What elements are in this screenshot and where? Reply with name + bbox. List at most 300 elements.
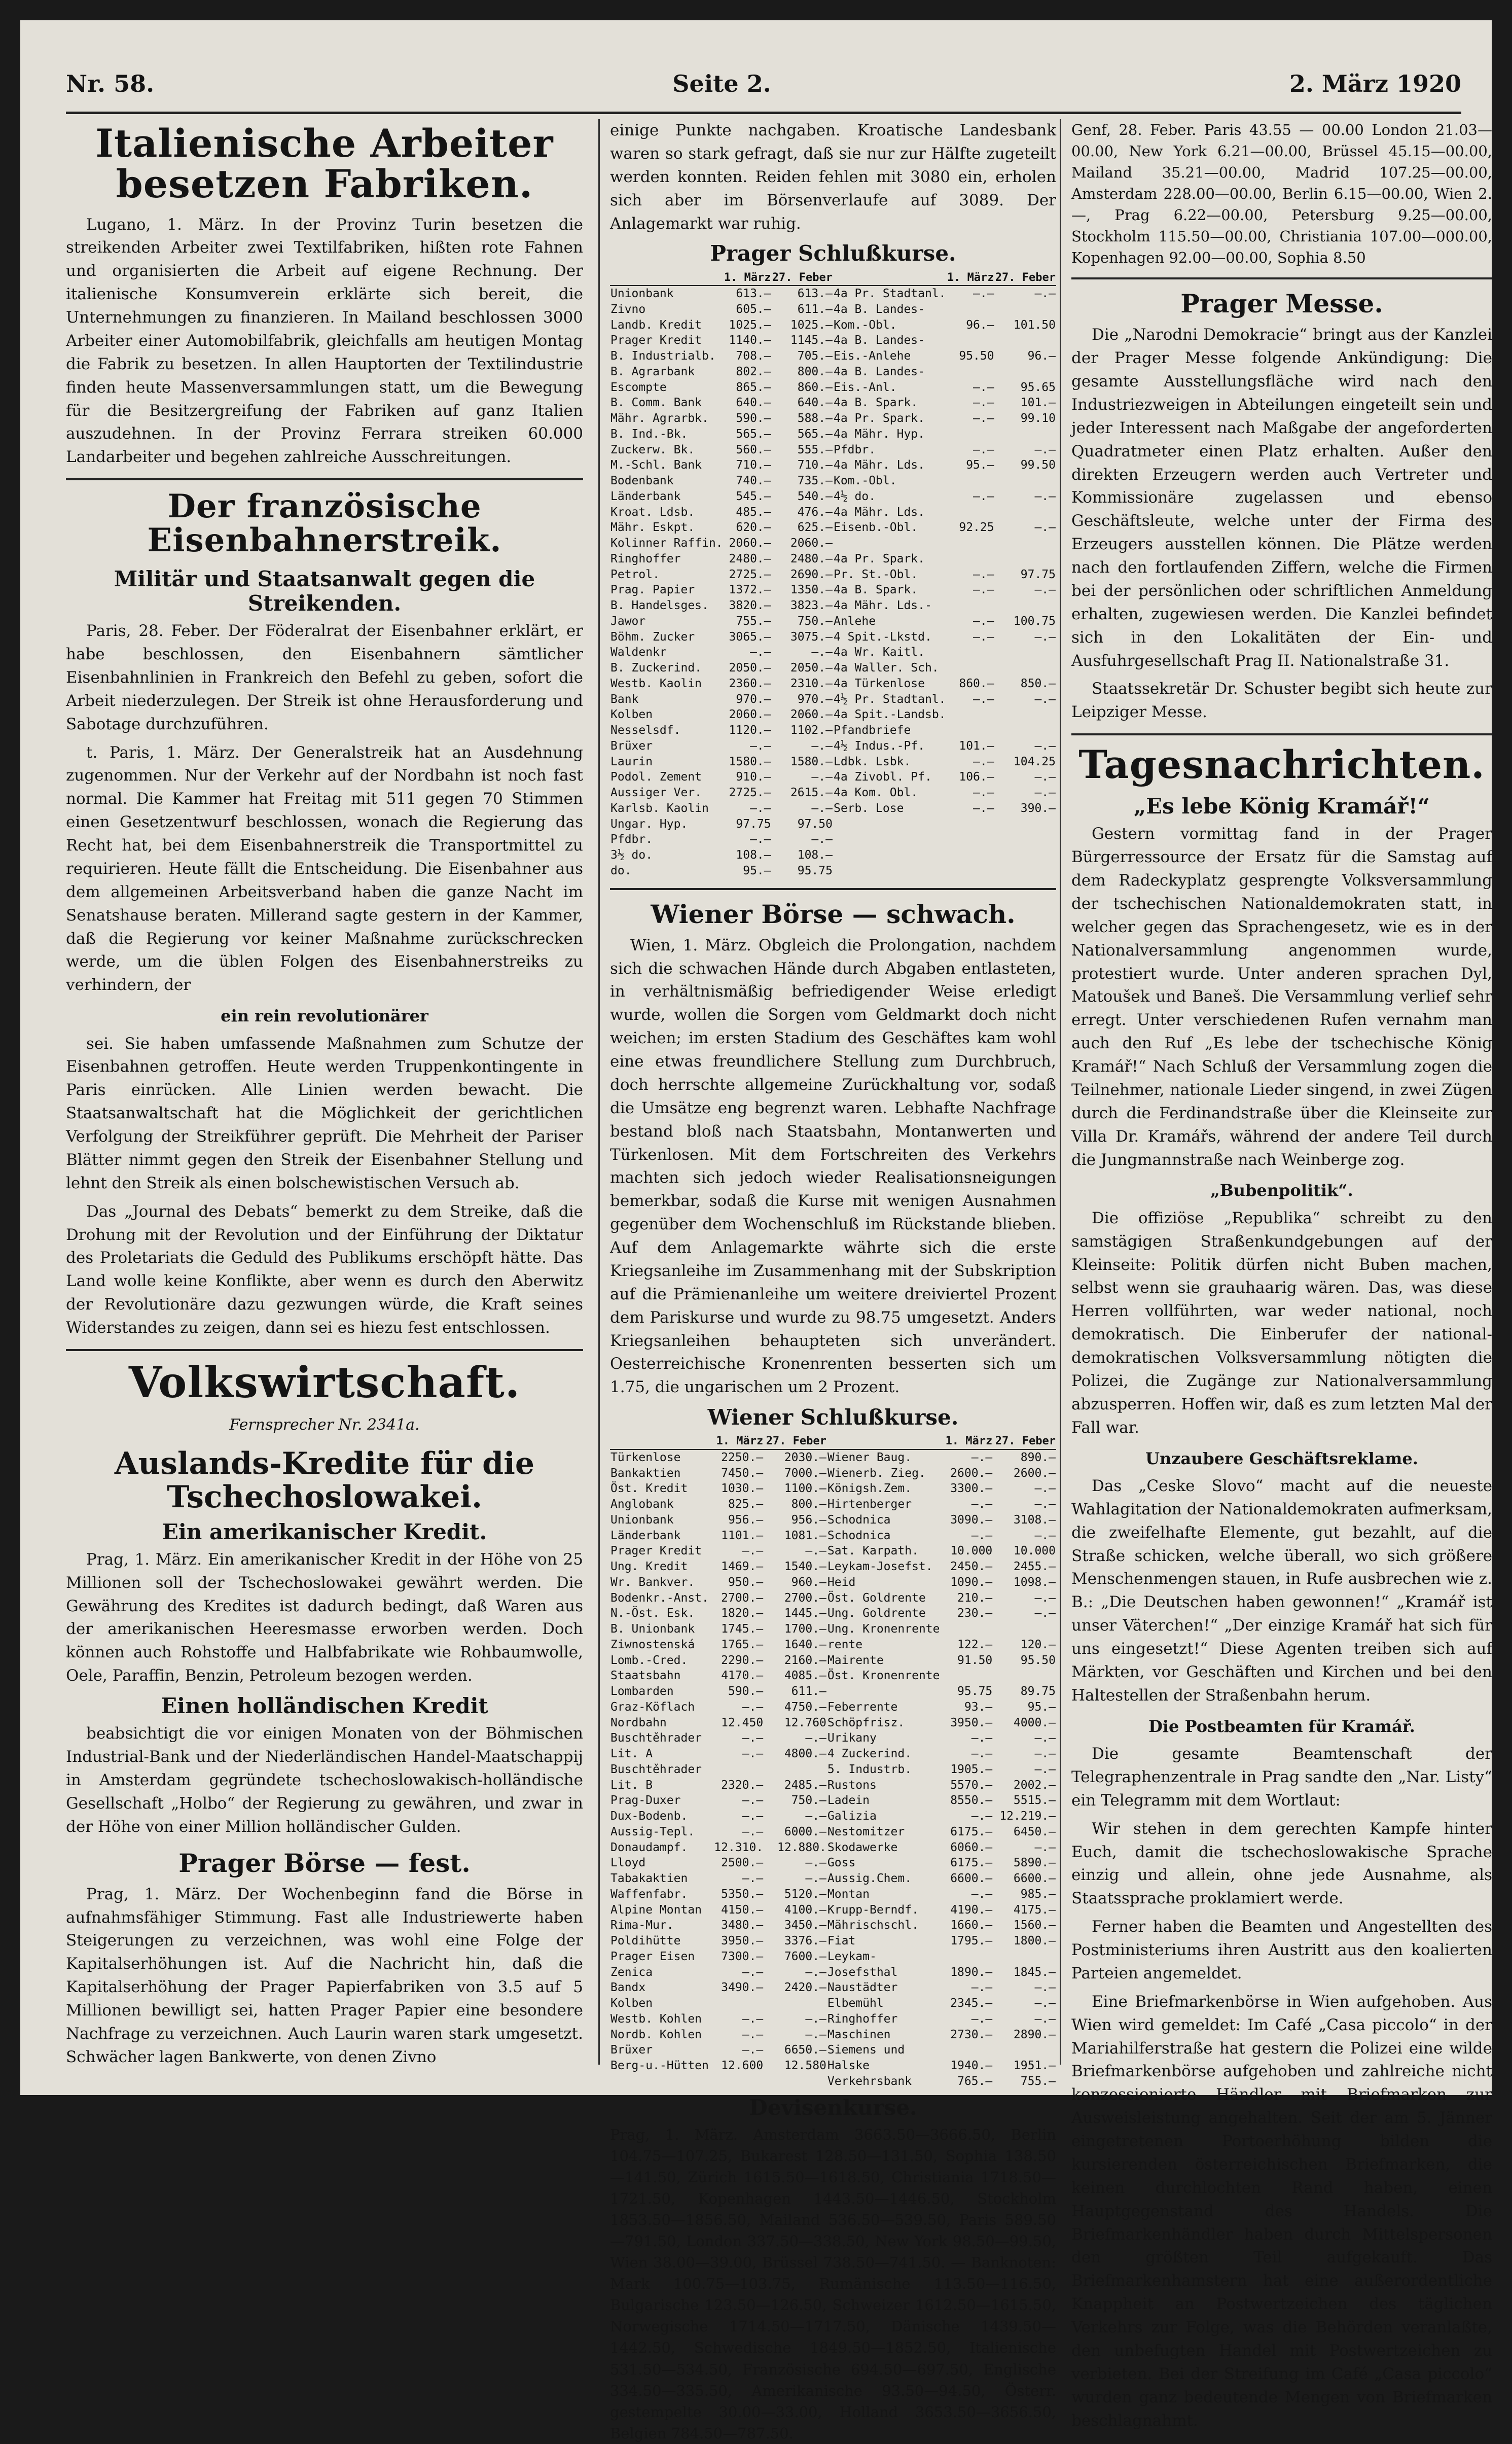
table-cell [995, 707, 1056, 723]
table-cell: 106.— [959, 770, 994, 784]
article-text: Wir stehen in dem gerechten Kampfe hinter Euch, damit die tschechoslowakische Sprache einzig und allein, ohne jede Ausnahme, als Staatssprache proklamiert werde. [1071, 1819, 1492, 1908]
table-cell: —.— [1034, 770, 1056, 784]
table-header-cell: 27. Feber [764, 1434, 827, 1449]
table-cell: 4a B. Spark. [833, 396, 918, 410]
table-cell: 613.— [797, 287, 833, 301]
table-cell [995, 660, 1056, 676]
table-cell: 611.— [791, 1685, 826, 1698]
table-cell: Brüxer [610, 739, 653, 753]
table-cell: 2345.— [950, 1997, 993, 2010]
table-header-cell: 1. März [724, 270, 772, 286]
subheadline: Militär und Staatsanwalt gegen die Streikenden. [114, 566, 535, 616]
table-cell: 545.— [736, 489, 771, 503]
table-cell: 95.75 [797, 864, 833, 877]
table-cell: 2730.— [950, 2028, 993, 2041]
phone-line: Fernsprecher Nr. 2341a. [229, 1416, 420, 1434]
table-cell: Fiat [827, 1934, 856, 1948]
table-cell [947, 427, 995, 442]
table-row [610, 614, 1056, 629]
table-cell: 4a B. Landes- [833, 365, 925, 378]
table-row [610, 1481, 1056, 1497]
table-cell: —.— [1034, 583, 1056, 597]
table-cell: 6060.— [950, 1840, 993, 1854]
table-cell: Schodnica [827, 1529, 891, 1542]
table-cell: 1098.— [1013, 1575, 1056, 1589]
table-cell: 565.— [797, 427, 833, 441]
table-cell: 560.— [736, 443, 771, 456]
table-cell: 2060.— [790, 708, 833, 722]
table-cell: 10.000 [1013, 1544, 1056, 1558]
table-cell: —.— [742, 1872, 764, 1886]
table-cell: Heid [827, 1575, 856, 1589]
table-cell: 108.— [797, 848, 833, 862]
table-cell: —.— [742, 1731, 764, 1745]
table-cell: B. Agrarbank [610, 365, 695, 378]
table-row [610, 1980, 1056, 1996]
table-cell: Rima-Mur. [610, 1919, 674, 1932]
table-cell [764, 1996, 827, 2011]
table-cell: Kolben [610, 708, 653, 722]
table-cell: 6175.— [950, 1856, 993, 1870]
vienna-rates-table [610, 1434, 1056, 2089]
table-cell: Mairente [827, 1653, 884, 1667]
column-left [66, 119, 583, 2065]
inline-heading: Unzaubere Geschäftsreklame. [1145, 1448, 1418, 1468]
table-cell: 825.— [728, 1498, 764, 1511]
table-cell: 12.600 [721, 2059, 764, 2073]
table-row [610, 754, 1056, 770]
table-row [610, 817, 1056, 832]
table-row [610, 1449, 1056, 1466]
table-cell: Nordbahn [610, 1716, 667, 1729]
table-cell: B. Comm. Bank [610, 396, 702, 410]
table-cell [947, 302, 995, 317]
table-cell: 7450.— [721, 1466, 764, 1480]
table-cell: —.— [750, 646, 771, 659]
table-row [610, 551, 1056, 567]
table-cell [947, 551, 995, 567]
table-cell: Urikany [827, 1731, 877, 1745]
table-cell: 12.310. [714, 1840, 764, 1854]
table-cell: 2480.— [729, 552, 771, 565]
table-cell: 4000.— [1013, 1716, 1056, 1729]
table-cell: —.— [971, 1529, 993, 1542]
table-row [610, 1965, 1056, 1980]
table-cell [947, 473, 995, 489]
table-cell: 705.— [797, 349, 833, 363]
table-cell: 3½ do. [610, 848, 653, 862]
table-row [610, 567, 1056, 583]
table-cell: 12.450 [721, 1716, 764, 1729]
table-cell: 2060.— [729, 708, 771, 722]
table-cell: Petrol. [610, 568, 660, 581]
table-cell: 1700.— [784, 1622, 826, 1636]
table-cell: Waldenkr [610, 646, 667, 659]
table-cell: 4190.— [950, 1903, 993, 1917]
table-cell: Dux-Bodenb. [610, 1810, 688, 1823]
table-cell: 613.— [736, 287, 771, 301]
table-cell: —.— [1034, 2012, 1056, 2026]
table-cell: 3490.— [721, 1981, 764, 1995]
table-cell: Türkenlose [610, 1450, 681, 1464]
table-row [610, 302, 1056, 317]
table-cell: M.-Schl. Bank [610, 458, 702, 472]
table-cell: 4a B. Landes- [833, 302, 925, 316]
issue-date: 2. März 1920 [1289, 70, 1461, 97]
table-cell: Wr. Bankver. [610, 1575, 695, 1589]
table-cell: Schöpfrisz. [827, 1716, 905, 1729]
table-row [610, 2011, 1056, 2027]
table-cell: 2455.— [1013, 1560, 1056, 1574]
inline-heading: Die Postbeamten für Kramář. [1148, 1716, 1415, 1736]
table-cell: —.— [1034, 1981, 1056, 1995]
article-text: Prag, 1. März. Der Wochenbeginn fand die Börse in aufnahmsfähiger Stimmung. Fast alle Industriewerte haben Steigerungen zu verzeichnen, was wohl eine Folge der Kapitalserhöhungen ist. Auf die Nachricht hin, daß die Kapitalserhöhung der Prager Papierfabriken von 3.5 auf 5 Millionen bewilligt sei, hatten Prager Papier eine besondere Nachfrage zu verzeichnen. Auch Laurin waren stark umgesetzt. Schwächer lagen Bankwerte, von denen Zivno [66, 1885, 583, 2066]
table-cell: Verkehrsbank [827, 2074, 912, 2088]
subheadline: Einen holländischen Kredit [161, 1693, 488, 1719]
table-cell: B. Ind.-Bk. [610, 427, 688, 441]
table-cell: 96.— [1027, 349, 1056, 363]
table-cell [995, 847, 1056, 863]
table-cell: 5890.— [1013, 1856, 1056, 1870]
table-cell: Zuckerw. Bk. [610, 443, 695, 456]
table-cell [947, 817, 995, 832]
table-cell: 97.75 [736, 817, 771, 831]
table-cell: Leykam- [827, 1950, 877, 1963]
divider [1071, 277, 1492, 279]
table-cell: Aussig.Chem. [827, 1872, 912, 1886]
table-cell: 4170.— [721, 1669, 764, 1683]
table-cell: 95.75 [957, 1685, 993, 1698]
table-cell: 104.25 [1013, 755, 1056, 768]
table-cell: Lomb.-Cred. [610, 1653, 688, 1667]
table-cell: 2600.— [1013, 1466, 1056, 1480]
table-cell: —.— [1034, 489, 1056, 503]
table-cell: Ldbk. Lsbk. [833, 755, 911, 768]
table-cell: 101.— [1020, 396, 1056, 410]
table-row [610, 1824, 1056, 1840]
table-cell [995, 427, 1056, 442]
table-row [610, 1715, 1056, 1731]
table-cell: —.— [1034, 1997, 1056, 2010]
table-row [610, 1512, 1056, 1528]
table-cell [993, 1621, 1056, 1637]
table-cell: 95.— [966, 458, 994, 472]
table-cell: 1905.— [950, 1762, 993, 1776]
table-cell: 5. Industrb. [827, 1762, 912, 1776]
table-cell: 4a Türkenlose [833, 677, 925, 690]
table-cell: —.— [971, 1981, 993, 1995]
table-cell: Länderbank [610, 1529, 681, 1542]
table-cell: 4½ do. [833, 489, 876, 503]
table-cell: Buschtěhrader [610, 1731, 702, 1745]
table-cell: 3075.— [790, 630, 833, 644]
table-cell: —.— [811, 833, 833, 846]
table-cell: Mährischschl. [827, 1919, 919, 1932]
table-row [610, 380, 1056, 396]
table-cell: 755.— [1020, 2074, 1056, 2088]
table-cell [995, 505, 1056, 520]
table-cell: —.— [742, 1965, 764, 1979]
table-cell: Bodenbank [610, 474, 674, 488]
table-cell: 3376.— [784, 1934, 826, 1948]
table-cell: —.— [973, 755, 994, 768]
table-cell: B. Unionbank [610, 1622, 695, 1636]
table-cell: 95.50 [1020, 1653, 1056, 1667]
table-row [610, 1543, 1056, 1559]
table-cell: Galizia [827, 1810, 877, 1823]
table-cell [947, 660, 995, 676]
table-cell: 2050.— [790, 661, 833, 675]
table-cell [944, 2042, 993, 2058]
table-cell: Lit. A [610, 1747, 653, 1761]
table-cell: Wienerb. Zieg. [827, 1466, 926, 1480]
table-row [610, 1933, 1056, 1949]
table-cell: Kolben [610, 1997, 653, 2010]
table-cell: —.— [1034, 1482, 1056, 1496]
table-cell: Goss [827, 1856, 856, 1870]
table-cell: —.— [742, 2028, 764, 2041]
table-cell: Prager Kredit [610, 1544, 702, 1558]
table-cell: Wiener Baug. [827, 1450, 912, 1464]
table-row [610, 1575, 1056, 1590]
table-cell: 5515.— [1013, 1794, 1056, 1808]
table-cell: 1580.— [729, 755, 771, 768]
table-cell: Pfdbr. [610, 833, 653, 846]
table-header-cell [833, 270, 947, 286]
table-cell: 100.75 [1013, 614, 1056, 628]
table-cell: 1025.— [790, 318, 833, 332]
table-cell: —.— [1034, 630, 1056, 644]
table-cell: —.— [973, 786, 994, 800]
table-cell: 1845.— [1013, 1965, 1056, 1979]
table-cell [995, 473, 1056, 489]
table-cell: —.— [811, 646, 833, 659]
exchange-rates-text: Prag, 1. März. Amsterdam 3663.50—3666.50, Berlin 104.75—107.25, Bukarest 128.50—131.50, Sophia 138.50—141.50, Zürich 1615.50—1618.50, Christiania 1718.50—1721.50, Kopenhagen 1443.50—1446.50, Stockholm 1853.50—1856.50, Mailand 536.50—539.50, Paris 589.50—791.50, London 337.50—338.50, New York 98.50—99.50, Wien 38.00—39.00, Brüssel 738.50—741.50. — Banknoten: Mark 100.75—103.75, Rumänische 113.50—116.50, Bulgarische 123.50—126.50, Schweizer 1612.50—1615.50, Norwegische 1714.50—1717.50, Dänische 1439.50—1442.50, Schwedische 1849.50—1852.50, Italienische 531.50—534.50, Französische 694.50—697.50, Englische 334.50—335.50, Amerikanische 93.50—94.50, Österr. gestempelte 30.00—33.00, Holland 3653.50—3656.50, Belgien 784.50—787.50. [610, 2126, 1056, 2442]
table-cell: —.— [742, 2012, 764, 2026]
table-cell [764, 2074, 827, 2089]
table-header-cell [610, 1434, 712, 1449]
table-row [610, 723, 1056, 738]
table-cell: 97.50 [797, 817, 833, 831]
table-cell: 390.— [1020, 801, 1056, 815]
table-cell [712, 2074, 764, 2089]
table-cell: Westb. Kohlen [610, 2012, 702, 2026]
table-row [610, 847, 1056, 863]
table-cell: 1030.— [721, 1482, 764, 1496]
table-cell: 620.— [736, 521, 771, 535]
article-text: beabsichtigt die vor einigen Monaten von der Böhmischen Industrial-Bank und der Niederländischen Handel-Maatschappij in Amsterdam gegründete tschechoslowakisch-holländische Gesellschaft „Holbo“ der Regierung zu gewähren, und zwar in der Höhe von einer Million holländischer Gulden. [66, 1724, 583, 1836]
table-cell [833, 832, 947, 847]
table-cell: —.— [973, 412, 994, 426]
table-cell: Anlehe [833, 614, 876, 628]
table-cell: Feberrente [827, 1700, 898, 1714]
table-cell: 7300.— [721, 1950, 764, 1963]
table-cell: —.— [971, 1498, 993, 1511]
table-cell [764, 1762, 827, 1778]
table-cell: —.— [750, 801, 771, 815]
table-cell: —.— [1034, 1747, 1056, 1761]
table-cell: —.— [973, 568, 994, 581]
table-cell: —.— [805, 1544, 826, 1558]
table-cell: 122.— [957, 1638, 993, 1651]
table-cell [993, 1668, 1056, 1684]
table-cell: 3090.— [950, 1513, 993, 1527]
table-cell: B. Handelsges. [610, 599, 709, 613]
table-cell: 1951.— [1013, 2059, 1056, 2073]
table-cell: 4800.— [784, 1747, 826, 1761]
table-cell: 97.75 [1020, 568, 1056, 581]
table-cell: 956.— [728, 1513, 764, 1527]
table-cell: 565.— [736, 427, 771, 441]
table-cell: Prag. Papier [610, 583, 695, 597]
table-title-vienna: Wiener Schlußkurse. [707, 1405, 959, 1430]
table-row [610, 1887, 1056, 1902]
table-row [610, 1684, 1056, 1699]
headline-rail-strike: Der französische Eisenbahnerstreik. [147, 487, 502, 560]
table-row [610, 1902, 1056, 1918]
headline-prague-exchange: Prager Börse — fest. [178, 1848, 471, 1878]
table-row [610, 1668, 1056, 1684]
table-cell: 2600.— [950, 1466, 993, 1480]
table-cell: 4½ Indus.-Pf. [833, 739, 925, 753]
table-cell: 950.— [728, 1575, 764, 1589]
column-middle [598, 119, 1056, 2442]
table-cell: —.— [971, 1731, 993, 1745]
table-cell: 12.219.— [999, 1810, 1056, 1823]
table-cell: 1102.— [790, 724, 833, 737]
table-row [610, 582, 1056, 598]
table-cell: Waffenfabr. [610, 1887, 688, 1901]
table-cell: —.— [973, 443, 994, 456]
article-text: t. Paris, 1. März. Der Generalstreik hat an Ausdehnung zugenommen. Nur der Verkehr auf der Nordbahn ist noch fast normal. Die Kammer hat Freitag mit 511 gegen 70 Stimmen einen Gesetzentwurf beschlossen, wonach die Regierung das Recht hat, bei dem Eisenbahnerstreik die Transportmittel zu requirieren. Heute fällt die Entscheidung. Die Eisenbahner aus dem allgemeinen Arbeitsverband haben die ganze Nacht im Senatshause beraten. Millerand sagte gestern in der Kammer, daß die Regierung vor keiner Maßnahme zurückschrecken werde, um die üblen Folgen des Eisenbahnerstreiks zu verhindern, der [66, 743, 583, 995]
table-cell: 12.580 [784, 2059, 826, 2073]
table-row [610, 1793, 1056, 1809]
table-cell: Prager Kredit [610, 334, 702, 347]
page-number: Seite 2. [672, 70, 771, 97]
table-cell [993, 2042, 1056, 2058]
prague-rates-table [610, 270, 1056, 879]
subheadline: Ein amerikanischer Kredit. [162, 1519, 487, 1544]
table-cell [947, 863, 995, 879]
table-cell: Kom.-Obl. [833, 474, 897, 488]
table-cell: Berg-u.-Hütten [610, 2059, 709, 2073]
table-cell: 89.75 [1020, 1685, 1056, 1698]
table-cell: —.— [973, 692, 994, 706]
table-cell: 4a Waller. Sch. [833, 661, 939, 675]
table-cell: Donaudampf. [610, 1840, 688, 1854]
table-cell: 6600.— [1013, 1872, 1056, 1886]
table-cell: Eisenb.-Obl. [833, 521, 918, 535]
table-row [610, 442, 1056, 458]
table-cell: —.— [742, 1700, 764, 1714]
table-cell: 4a Spit.-Landsb. [833, 708, 946, 722]
table-cell: 2700.— [784, 1591, 826, 1605]
table-cell [947, 707, 995, 723]
table-cell: —.— [811, 739, 833, 753]
table-cell: 4a Zivobl. Pf. [833, 770, 932, 784]
table-cell: 865.— [736, 380, 771, 394]
table-cell: Pfandbriefe [833, 724, 911, 737]
table-header-cell: 27. Feber [993, 1434, 1056, 1449]
table-cell: 4a Mähr. Hyp. [833, 427, 925, 441]
table-cell: Ladein [827, 1794, 870, 1808]
table-cell: 210.— [957, 1591, 993, 1605]
table-cell: Nordb. Kohlen [610, 2028, 702, 2041]
table-cell: 2160.— [784, 1653, 826, 1667]
table-row [610, 832, 1056, 847]
table-row [610, 1840, 1056, 1856]
table-cell: —.— [750, 833, 771, 846]
table-row [610, 2058, 1056, 2074]
table-cell: 5570.— [950, 1778, 993, 1792]
table-row [610, 692, 1056, 707]
table-cell: B. Industrialb. [610, 349, 716, 363]
table-cell: Josefsthal [827, 1965, 898, 1979]
table-cell: Bank [610, 692, 639, 706]
table-cell: Ungar. Hyp. [610, 817, 688, 831]
table-cell: 985.— [1020, 1887, 1056, 1901]
table-cell: —.— [1034, 1607, 1056, 1620]
article-text: Lugano, 1. März. In der Provinz Turin besetzen die streikenden Arbeiter zwei Textilfabriken, hißten rote Fahnen und organisierten die Arbeit auf eigene Rechnung. Der italienische Konsumverein erklärte sich bereit, die Unternehmungen zu finanzieren. In Mailand beschlossen 3000 Arbeiter einer Automobilfabrik, gleichfalls am heutigen Montag die Fabrik zu besetzen. In allen Hauptorten der Textilindustrie finden heute Massenversammlungen statt, um die Bewegung für die Besitzergreifung der Fabriken auf ganz Italien auszudehnen. In der Provinz Ferrara streiken 60.000 Landarbeiter und begehen zahlreiche Ausschreitungen. [66, 215, 583, 467]
table-cell: 2480.— [790, 552, 833, 565]
table-cell: 6650.— [784, 2043, 826, 2057]
table-cell: —.— [811, 770, 833, 784]
table-cell: 850.— [1020, 677, 1056, 690]
table-cell: Staatsbahn [610, 1669, 681, 1683]
table-cell: 1101.— [721, 1529, 764, 1542]
table-cell [947, 723, 995, 738]
table-cell: —.— [742, 1747, 764, 1761]
table-cell [947, 333, 995, 348]
table-row [610, 769, 1056, 785]
table-cell: 99.10 [1020, 412, 1056, 426]
table-cell: Ziwnostenská [610, 1638, 695, 1651]
table-header-cell [610, 270, 724, 286]
table-cell: Eis.-Anlehe [833, 349, 911, 363]
table-cell: —.— [973, 614, 994, 628]
table-cell: Naustädter [827, 1981, 898, 1995]
table-cell: 2725.— [729, 568, 771, 581]
table-cell: —.— [971, 1450, 993, 1464]
table-title-prague: Prager Schlußkurse. [710, 241, 956, 266]
table-cell [944, 1668, 993, 1684]
table-cell: Zenica [610, 1965, 653, 1979]
table-cell: 3820.— [729, 599, 771, 613]
table-cell: —.— [1034, 287, 1056, 301]
table-row [610, 1762, 1056, 1778]
table-cell: Kroat. Ldsb. [610, 505, 695, 519]
table-cell: 2500.— [721, 1856, 764, 1870]
table-cell: Sat. Karpath. [827, 1544, 919, 1558]
table-cell: 611.— [797, 302, 833, 316]
table-cell: Ung. Kredit [610, 1560, 688, 1574]
table-cell: —.— [750, 739, 771, 753]
table-cell: 1765.— [721, 1638, 764, 1651]
table-cell: —.— [971, 2012, 993, 2026]
table-cell: 120.— [1020, 1638, 1056, 1651]
table-row [610, 707, 1056, 723]
table-cell: Poldihütte [610, 1934, 681, 1948]
table-cell: 3065.— [729, 630, 771, 644]
table-header-cell: 27. Feber [995, 270, 1056, 286]
table-cell: 6600.— [950, 1872, 993, 1886]
table-cell: 540.— [797, 489, 833, 503]
table-cell [993, 1949, 1056, 1965]
table-cell: 1081.— [784, 1529, 826, 1542]
table-cell: 4a Pr. Spark. [833, 552, 925, 565]
section-title-daily-news: Tagesnachrichten. [1078, 742, 1485, 788]
table-cell: 5350.— [721, 1887, 764, 1901]
